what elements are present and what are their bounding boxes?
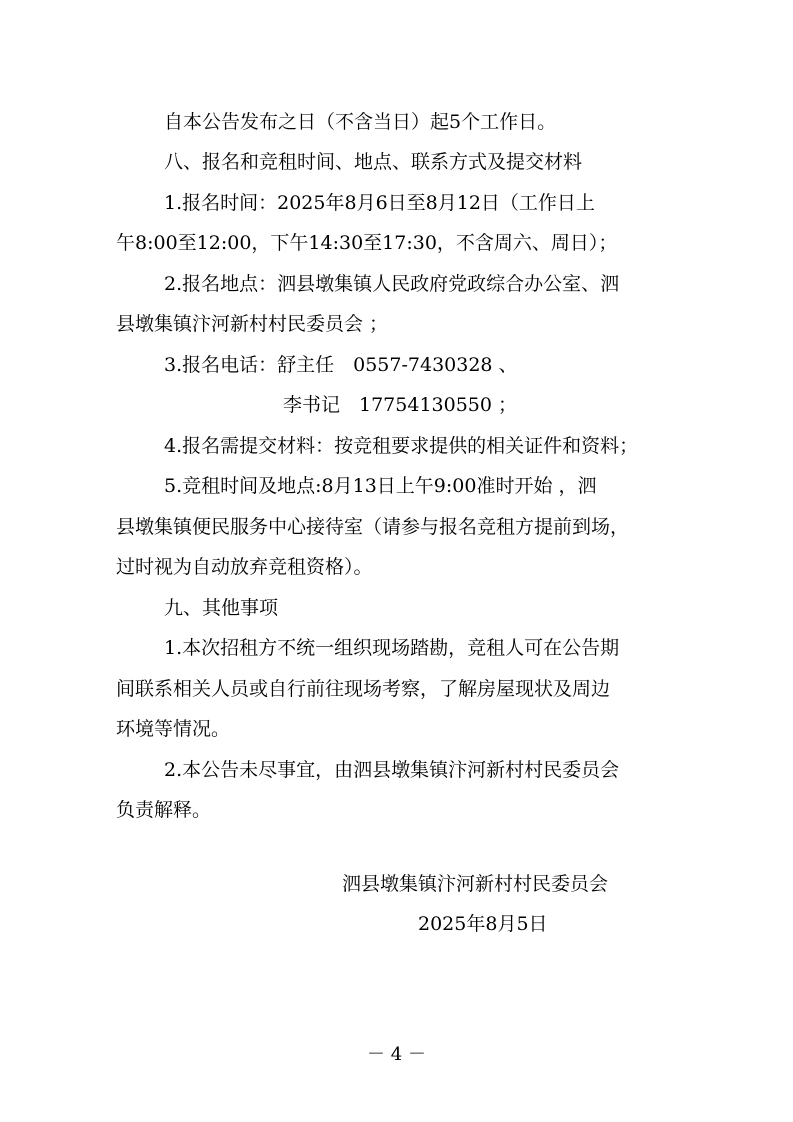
- signature-date: 2025年8月5日: [418, 913, 548, 935]
- text-line-14: 1.本次招租方不统一组织现场踏勘，竞租人可在公告期: [164, 637, 620, 659]
- text-line-8: 李书记 17754130550 ；: [283, 394, 518, 416]
- section-heading-9: 九、其他事项: [164, 597, 279, 619]
- text-line-15: 间联系相关人员或自行前往现场考察，了解房屋现状及周边: [116, 678, 611, 700]
- text-line-3: 1.报名时间：2025年8月6日至8月12日（工作日上: [164, 192, 595, 214]
- page-number: － 4 －: [367, 1044, 426, 1065]
- text-line-17: 2.本公告未尽事宜，由泗县墩集镇汴河新村村民委员会: [164, 759, 620, 781]
- text-line-5: 2.报名地点：泗县墩集镇人民政府党政综合办公室、泗: [164, 273, 620, 295]
- text-line-16: 环境等情况。: [116, 718, 231, 740]
- text-line-11: 县墩集镇便民服务中心接待室（请参与报名竞租方提前到场，: [116, 516, 630, 538]
- text-line-4: 午8:00至12:00，下午14:30至17:30，不含周六、周日）；: [116, 232, 618, 254]
- text-line-10: 5.竞租时间及地点:8月13日上午9:00准时开始 ，泗: [164, 475, 597, 497]
- section-heading-8: 八、报名和竞租时间、地点、联系方式及提交材料: [164, 151, 583, 173]
- text-line-7: 3.报名电话：舒主任 0557-7430328 、: [164, 354, 518, 376]
- text-line-1: 自本公告发布之日（不含当日）起5个工作日。: [164, 111, 557, 133]
- text-line-12: 过时视为自动放弃竞租资格）。: [116, 556, 373, 578]
- text-line-6: 县墩集镇汴河新村村民委员会 ；: [116, 313, 389, 335]
- text-line-18: 负责解释。: [116, 799, 212, 821]
- text-line-9: 4.报名需提交材料：按竞租要求提供的相关证件和资料；: [164, 435, 639, 457]
- signature-organization: 泗县墩集镇汴河新村村民委员会: [342, 873, 609, 895]
